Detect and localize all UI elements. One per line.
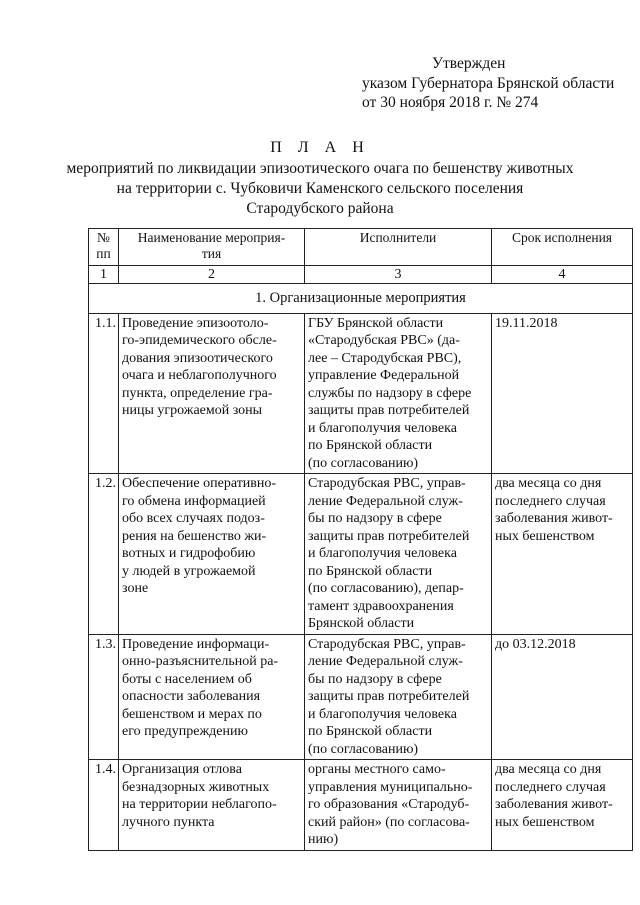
table-header-row [89,229,633,266]
document-title [0,138,640,219]
row-deadline: 19.11.2018 [492,313,633,474]
table-row [89,760,633,851]
header-deadline: Срок исполнения [492,229,633,266]
row-activity: Проведение информаци- онно-разъяснительной ра- боты с населением об опасности заболевания бешенством и мерах по его предупреждению [119,634,305,760]
column-number: 1 [89,266,119,284]
column-number: 2 [119,266,305,284]
plan-subtitle: мероприятий по ликвидации эпизоотического очага по бешенству животных на территории с. Чубковичи Каменского сельского поселения Стародубского района [66,160,574,217]
approved-label: Утвержден [432,55,506,72]
header-number: № пп [89,229,119,266]
approved-date-number: от 30 ноября 2018 г. № 274 [362,94,539,111]
row-activity: Организация отлова безнадзорных животных на территории неблагопо- лучного пункта [119,760,305,851]
row-number: 1.4. [89,760,119,851]
row-activity: Проведение эпизоотоло- го-эпидемического обсле- дования эпизоотического очага и неблагополучного пункта, определение гра- ницы угрожаемой зоны [119,313,305,474]
table-row [89,313,633,474]
row-number: 1.3. [89,634,119,760]
plan-table [88,228,633,851]
header-name: Наименование мероприя- тия [119,229,305,266]
table-row [89,634,633,760]
column-number: 3 [305,266,492,284]
header-executors: Исполнители [305,229,492,266]
section-title: 1. Организационные мероприятия [89,284,633,314]
approval-stamp [362,54,614,113]
column-number: 4 [492,266,633,284]
row-deadline: два месяца со дня последнего случая заболевания живот- ных бешенством [492,760,633,851]
table-row [89,474,633,635]
row-activity: Обеспечение оперативно- го обмена информацией обо всех случаях подоз- рения на бешенство жи- вотных и гидрофобию у людей в угрожаемой зоне [119,474,305,635]
column-number-row [89,266,633,284]
approved-by: указом Губернатора Брянской области [362,74,615,92]
section-row [89,284,633,314]
row-executors: Стародубская РВС, управ- ление Федеральной служ- бы по надзору в сфере защиты прав потребителей и благополучия человека по Брянской области (по согласованию), депар- тамент здравоохранения Брянской области [305,474,492,635]
row-deadline: два месяца со дня последнего случая заболевания живот- ных бешенством [492,474,633,635]
row-number: 1.2. [89,474,119,635]
plan-heading: П Л А Н [270,139,370,156]
row-executors: органы местного само- управления муниципально- го образования «Стародуб- ский район» (по согласова- нию) [305,760,492,851]
row-deadline: до 03.12.2018 [492,634,633,760]
row-executors: ГБУ Брянской области «Стародубская РВС» (да- лее – Стародубская РВС), управление Федеральной службы по надзору в сфере защиты прав потребителей и благополучия человека по Брянской области (по согласованию) [305,313,492,474]
row-number: 1.1. [89,313,119,474]
row-executors: Стародубская РВС, управ- ление Федеральной служ- бы по надзору в сфере защиты прав потребителей и благополучия человека по Брянской области (по согласованию) [305,634,492,760]
